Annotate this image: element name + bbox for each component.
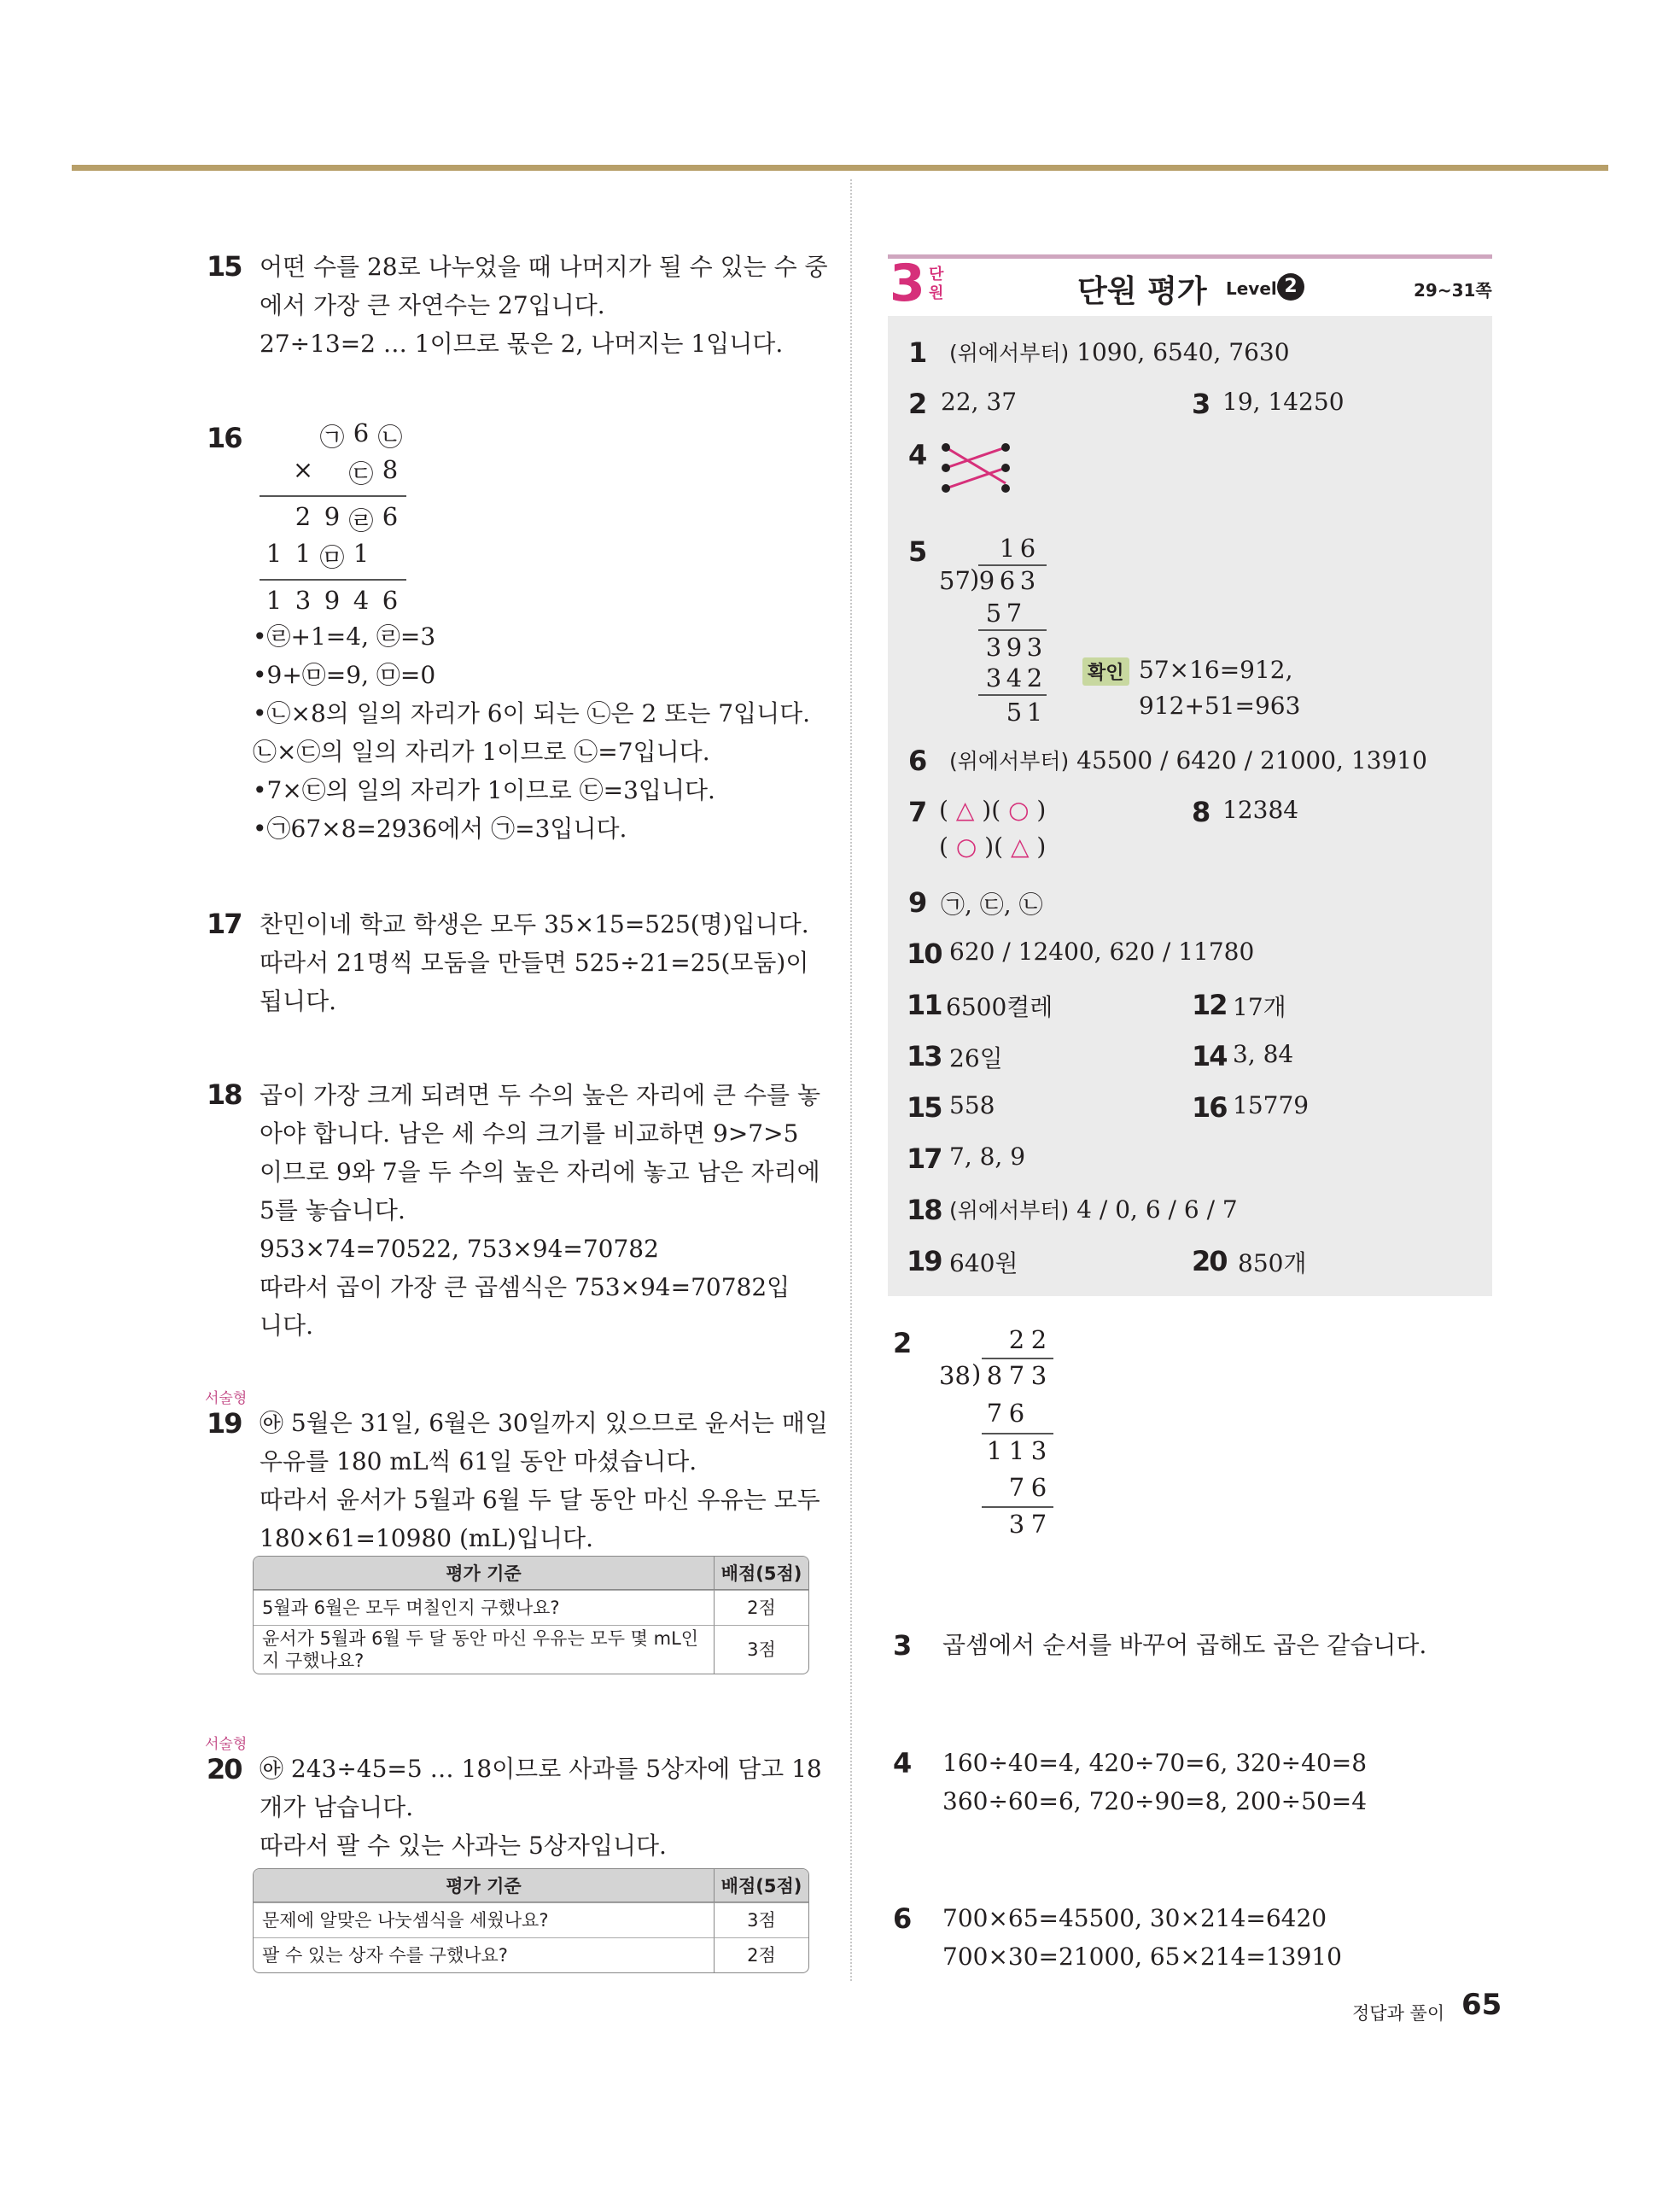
grid-cell: 6	[382, 502, 399, 531]
digit: 3	[1026, 633, 1043, 662]
check-line-2: 912+51=963	[1139, 692, 1301, 720]
answer-value: 12384	[1222, 796, 1299, 824]
q18-line-5: 953×74=70522, 753×94=70782	[260, 1235, 659, 1263]
unit-label-top: 단	[929, 266, 944, 283]
top-rule	[72, 165, 1608, 171]
level-number-badge: 2	[1277, 273, 1304, 301]
answer-value: 17개	[1233, 993, 1286, 1021]
answer-number: 13	[907, 1040, 942, 1072]
answer-value: 4 / 0, 6 / 6 / 7	[1076, 1195, 1238, 1224]
answer-number: 1	[908, 336, 926, 369]
grid-cell: ㉢	[348, 459, 374, 488]
q16-line-2: •9+㉤=9, ㉤=0	[253, 661, 436, 689]
answer-prefix: (위에서부터)	[949, 749, 1070, 774]
explanation-6-line-1: 700×65=45500, 30×214=6420	[942, 1904, 1327, 1932]
q17-line-2: 따라서 21명씩 모둠을 만들면 525÷21=25(모둠)이	[260, 949, 809, 977]
digit: 2	[1030, 1325, 1047, 1354]
answer-number: 9	[908, 886, 926, 919]
answer-value: 26일	[949, 1044, 1003, 1072]
digit: 7	[1008, 1361, 1025, 1390]
q19-criteria-table	[253, 1556, 809, 1674]
explanation-number: 3	[893, 1629, 911, 1662]
answer-value: 1090, 6540, 7630	[1076, 338, 1290, 366]
q18-line-6: 따라서 곱이 가장 큰 곱셈식은 753×94=70782입	[260, 1273, 790, 1301]
answer-value: 19, 14250	[1222, 388, 1345, 416]
explanation-6-line-2: 700×30=21000, 65×214=13910	[942, 1943, 1342, 1971]
page-number: 65	[1461, 1988, 1502, 2022]
circle-mark: ○	[955, 833, 977, 861]
digit: 5	[1006, 698, 1023, 727]
divisor: 57	[939, 566, 971, 595]
digit: 3	[1019, 566, 1036, 595]
grid-cell: 1	[353, 539, 370, 568]
question-number: 15	[207, 250, 242, 283]
answer-7-row-1	[939, 796, 1046, 824]
answer-value: 22, 37	[941, 388, 1018, 416]
grid-cell: 4	[353, 586, 370, 615]
answer-7-row-2	[939, 833, 1046, 861]
grid-cell: 1	[265, 586, 283, 615]
question-number: 19	[207, 1407, 242, 1440]
digit: 7	[1008, 1473, 1025, 1502]
q16-line-6: •㉠67×8=2936에서 ㉠=3입니다.	[253, 815, 627, 843]
grid-cell: 2	[295, 502, 312, 531]
digit: 6	[1008, 1399, 1025, 1428]
q16-line-1: •㉣+1=4, ㉣=3	[253, 622, 436, 651]
answer-number: 2	[908, 388, 926, 420]
answer-prefix: (위에서부터)	[949, 341, 1070, 365]
column-divider	[850, 179, 852, 1981]
answer-value: 3, 84	[1233, 1040, 1294, 1068]
answer-number: 8	[1192, 796, 1210, 828]
grid-cell: 8	[382, 455, 399, 484]
explanation-3-text: 곱셈에서 순서를 바꾸어 곱해도 곱은 같습니다.	[942, 1631, 1427, 1659]
q20-line-1: ㉵ 243÷45=5 … 18이므로 사과를 5상자에 담고 18	[260, 1755, 822, 1783]
division-line	[982, 1433, 1053, 1434]
question-number: 16	[207, 422, 242, 454]
unit-number: 3	[890, 254, 925, 313]
check-badge: 확인	[1082, 657, 1129, 686]
circle-mark: ○	[1008, 796, 1030, 824]
q18-line-1: 곱이 가장 크게 되려면 두 수의 높은 자리에 큰 수를 놓	[260, 1081, 821, 1109]
answer-number: 19	[907, 1245, 942, 1277]
answer-number: 16	[1192, 1091, 1227, 1124]
answer-number: 11	[907, 989, 942, 1021]
q17-line-3: 됩니다.	[260, 987, 337, 1015]
grid-cell: ㉠	[319, 423, 345, 452]
criteria-header: 평가 기준	[254, 1869, 714, 1902]
criteria-cell: 팔 수 있는 상자 수를 구했나요?	[254, 1937, 714, 1972]
paren: (	[939, 796, 948, 824]
division-line	[982, 1506, 1053, 1508]
unit-label-bottom: 원	[929, 284, 944, 302]
grid-cell: ×	[292, 455, 314, 484]
digit: 2	[1026, 663, 1043, 692]
digit: 6	[1030, 1473, 1047, 1502]
answer-number: 17	[907, 1142, 942, 1175]
grid-line	[260, 495, 406, 497]
score-cell: 2점	[714, 1590, 808, 1625]
digit: 3	[985, 663, 1002, 692]
digit: 9	[1006, 633, 1023, 662]
score-cell: 3점	[714, 1625, 808, 1674]
answer-number: 5	[908, 535, 926, 568]
explanation-number: 6	[893, 1902, 911, 1935]
grid-cell: 3	[295, 586, 312, 615]
q20-criteria-table	[253, 1868, 809, 1973]
score-cell: 3점	[714, 1902, 808, 1937]
triangle-mark: △	[1010, 833, 1030, 861]
grid-cell: ㉡	[377, 423, 403, 452]
division-bar	[982, 1358, 1053, 1359]
grid-cell: 9	[324, 586, 341, 615]
q18-line-7: 니다.	[260, 1312, 313, 1340]
q15-line-1: 어떤 수를 28로 나누었을 때 나머지가 될 수 있는 수 중	[260, 253, 828, 281]
grid-cell: 6	[353, 418, 370, 447]
q19-line-1: ㉵ 5월은 31일, 6월은 30일까지 있으므로 윤서는 매일	[260, 1409, 828, 1437]
digit: 6	[999, 566, 1016, 595]
digit: 3	[985, 633, 1002, 662]
answer-number: 15	[907, 1091, 942, 1124]
grid-cell: 9	[324, 502, 341, 531]
answer-number: 6	[908, 745, 926, 777]
answer-number: 20	[1192, 1245, 1227, 1277]
answer-number: 18	[907, 1194, 942, 1226]
question-number: 18	[207, 1078, 242, 1111]
grid-cell: 1	[295, 539, 312, 568]
score-header: 배점(5점)	[714, 1869, 808, 1902]
grid-cell: ㉣	[348, 506, 374, 535]
triangle-mark: △	[955, 796, 975, 824]
digit: 2	[1008, 1325, 1025, 1354]
explanation-number: 4	[893, 1747, 911, 1779]
digit: 4	[1006, 663, 1023, 692]
score-header: 배점(5점)	[714, 1557, 808, 1590]
digit: 3	[1030, 1436, 1047, 1465]
digit: 7	[1030, 1510, 1047, 1539]
q19-line-2: 우유를 180 mL씩 61일 동안 마셨습니다.	[260, 1447, 697, 1475]
digit: 9	[978, 566, 995, 595]
answer-value: 6500켤레	[946, 993, 1053, 1021]
digit: 5	[985, 599, 1002, 628]
q16-line-4: ㉡×㉢의 일의 자리가 1이므로 ㉡=7입니다.	[253, 738, 710, 766]
criteria-cell: 윤서가 5월과 6월 두 달 동안 마신 우유는 모두 몇 mL인지 구했나요?	[254, 1625, 714, 1674]
q16-line-5: •7×㉢의 일의 자리가 1이므로 ㉢=3입니다.	[253, 776, 715, 804]
paren: )	[1036, 833, 1047, 861]
answer-number: 3	[1192, 388, 1210, 420]
score-cell: 2점	[714, 1937, 808, 1972]
digit: 1	[986, 1436, 1003, 1465]
answer-value: 640원	[949, 1249, 1018, 1277]
explanation-number: 2	[893, 1327, 911, 1359]
answer-value: 15779	[1233, 1091, 1310, 1119]
q15-line-2: 에서 가장 큰 자연수는 27입니다.	[260, 291, 605, 319]
criteria-cell: 5월과 6월은 모두 며칠인지 구했나요?	[254, 1590, 714, 1625]
digit: 1	[1008, 1436, 1025, 1465]
grid-line	[260, 579, 406, 581]
panel-title: 단원 평가	[1077, 274, 1207, 309]
q16-line-3: •㉡×8의 일의 자리가 6이 되는 ㉡은 2 또는 7입니다.	[253, 699, 811, 727]
explanation-4-line-1: 160÷40=4, 420÷70=6, 320÷40=8	[942, 1749, 1368, 1777]
division-bracket: )	[970, 564, 980, 593]
division-line	[978, 629, 1047, 631]
digit: 7	[986, 1399, 1003, 1428]
answer-value: 850개	[1238, 1249, 1307, 1277]
answer-prefix: (위에서부터)	[949, 1198, 1070, 1223]
q19-line-3: 따라서 윤서가 5월과 6월 두 달 동안 마신 우유는 모두	[260, 1486, 820, 1514]
level-label: Level	[1226, 278, 1277, 299]
criteria-header: 평가 기준	[254, 1557, 714, 1590]
answer-number: 4	[908, 439, 926, 471]
q18-line-3: 이므로 9와 7을 두 수의 높은 자리에 놓고 남은 자리에	[260, 1158, 820, 1186]
division-line	[978, 694, 1047, 696]
q18-line-2: 아야 합니다. 남은 세 수의 크기를 비교하면 9>7>5	[260, 1119, 799, 1148]
grid-cell: ㉤	[319, 543, 345, 572]
check-line-1: 57×16=912,	[1139, 656, 1293, 684]
answer-value: 45500 / 6420 / 21000, 13910	[1076, 746, 1427, 774]
essay-tag: 서술형	[205, 1390, 248, 1407]
digit: 8	[986, 1361, 1003, 1390]
paren: )(	[984, 833, 1004, 861]
essay-tag: 서술형	[205, 1736, 248, 1753]
q17-line-1: 찬민이네 학교 학생은 모두 35×15=525(명)입니다.	[260, 910, 809, 938]
paren: )	[1036, 796, 1047, 824]
page-range: 29~31쪽	[1414, 280, 1492, 301]
digit: 6	[1019, 534, 1036, 563]
answer-number: 12	[1192, 989, 1227, 1021]
question-number: 20	[207, 1753, 242, 1785]
divisor: 38	[939, 1361, 971, 1390]
footer-label: 정답과 풀이	[1352, 2003, 1445, 2024]
digit: 7	[1006, 599, 1023, 628]
answer-value: 620 / 12400, 620 / 11780	[949, 938, 1255, 966]
digit: 1	[1026, 698, 1043, 727]
q20-line-3: 따라서 팔 수 있는 사과는 5상자입니다.	[260, 1832, 667, 1860]
answer-value: 558	[949, 1091, 995, 1119]
answer-number: 7	[908, 796, 926, 828]
paren: (	[939, 833, 948, 861]
digit: 3	[1030, 1361, 1047, 1390]
q19-line-4: 180×61=10980 (mL)입니다.	[260, 1524, 594, 1552]
answer-number: 14	[1192, 1040, 1227, 1072]
explanation-4-line-2: 360÷60=6, 720÷90=8, 200÷50=4	[942, 1787, 1368, 1815]
q15-line-3: 27÷13=2 … 1이므로 몫은 2, 나머지는 1입니다.	[260, 330, 784, 358]
answer-number: 10	[907, 938, 942, 970]
q18-line-4: 5를 놓습니다.	[260, 1196, 405, 1224]
criteria-cell: 문제에 알맞은 나눗셈식을 세웠나요?	[254, 1902, 714, 1937]
q20-line-2: 개가 남습니다.	[260, 1793, 414, 1821]
answer-value: 7, 8, 9	[949, 1142, 1026, 1171]
paren: )(	[982, 796, 1001, 824]
digit: 3	[1008, 1510, 1025, 1539]
digit: 1	[999, 534, 1016, 563]
grid-cell: 6	[382, 586, 399, 615]
answer-value: ㉠, ㉢, ㉡	[941, 891, 1043, 919]
question-number: 17	[207, 908, 242, 940]
division-bracket: )	[971, 1359, 982, 1388]
grid-cell: 1	[265, 539, 283, 568]
matching-lines-diagram	[939, 435, 1016, 504]
